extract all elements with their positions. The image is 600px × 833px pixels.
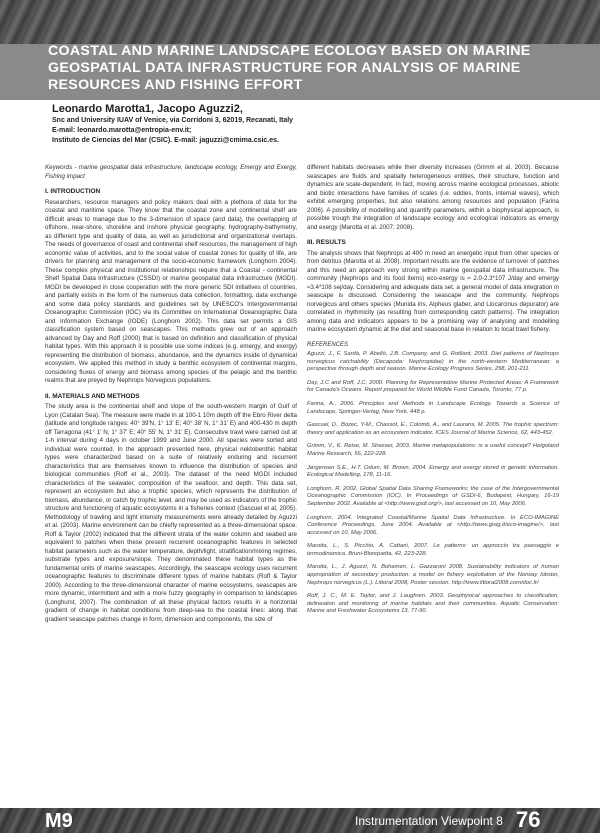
introduction-paragraph: Researchers, resource managers and policy makers deal with a plethora of data for the coastal and maritime space. They know that the coastal zone and continental shelf are difficult areas to manage due to the 3-dimension of space (and data), the overlapping of offshore, near-shore, shoreline and inshore physical geography, hydrography-bathymetry, as different type and quality of data, as well as jurisdictional and organizational overlaps. The needs of governance of coast and continental shelf resources, the management of high economic value of activities, and to the social value of coastal zones for quality of life, are drivers for planning and management of the socio-economic framework (Longhorn 2004). These complex physical and institutional relationships require that a Coastal - continental Shelf Spatial Data Infrastructure (CSSDI) or marine geospatial data infrastructure (MGDI). MGDI be developed in close cooperation with the more generic SDI initiatives of countries, and partially exists in the form of the numerous data collection, formatting, data exchange and some data policy standards and guidelines set by UNESCO's Intergovernmental Oceanographic Commission (IOC) via its Committee on International Oceanographic Data and Information Exchange (IODE) (Longhorn 2002). This data set permits a GIS classification system based on seascapes. This methods grew out of an approach advanced by Day and Roff (2000) that is based on definition and classification of physical habitat types. With this approach it is possible use some indices (e.g. emergy, and exergy) representing the distribution of biomass, abundance, and the dynamics inside of dynamical ecosystem. We applied this method in study a benthic ecosystem of continental margins, considering fluxes of energy and biomass among species of the pelagic and the benthic realms that are preyed by Nephrops Norvegicus populations. (45, 198, 297, 384)
page-number: 76 (516, 807, 541, 832)
affiliation-1: Snc and University IUAV of Venice, via Corridoni 3, 62019, Recanati, Italy (52, 117, 294, 124)
header-banner (0, 0, 600, 44)
reference-item: Jørgensen S.E., H.T. Odum, M. Brown, 2004. Emergy and exergy stored in genetic information. Ecological Modelling, 178, 11-16. (307, 464, 559, 479)
reference-item: Marotta, L., J. Aguzzi, N. Bohamen, L. Gazzaroni 2008. Sustainability indicators of human appropriation of secondary production: a model on fishery exploitation of the Norway lobster, Nephrops norvegicus (L.). Littoral 2008, Poster session. http://www.littoral2008.com/doc.fr/ (307, 564, 559, 586)
author-block (52, 103, 552, 146)
methods-continued-paragraph: different habitats decreases while their diversity increases (Grimm et al. 2003). Because seascapes are fluids and spatially heterogeneous entities, their structure, function and dynamics are scale-dependent. In fact, moving across marine ecological processes, abiotic and biotic interactions have families of scales (i.e. eddies, fronts, internal waves), which exhibit emerging properties, but also relations among resources and population (Farina 2006). A possibility of modelling and quantify parameters, within a biophysical approach, is possible trough the integration of landscape ecology and ecological indicators as emergy and exergy (Marotta et al. 2007; 2008). (307, 164, 559, 231)
reference-item: Longhorn, R. 2002. Global Spatial Data Sharing Frameworks: the case of the Intergovernmental Oceanographic Commission (IOC). In Proceedings of GSDI-6, Budapest, Hungary, 16-19 September 2002. Available at <http://www.gsdi.org/>, last accessed on 10, May 2006. (307, 485, 559, 507)
reference-item: Gascuel, D., Bozec, Y-M., Chassot, E., Colomb, A., and Laurans, M. 2005. The trophic spectrum: theory and application as an ecosystem indicator. ICES Journal of Marine Science, 62, 443-452. (307, 422, 559, 436)
results-paragraph: The analysis shows that Nephrops at 400 m need an energetic input from other species or from detritus (Marotta et al. 2008). Important results are the evidence of turnover of patches and this need an approach very strong within marine geospatial data infrastructure. The community (Nephrops and its food items) eco-exergy is ≈ 2.0-2.3*107 J/day and emergy ≈3.4*108 sej/day. Considering and adequate data set, a general model of data integration in seascape is discussed. Considering the seascape and the community, Nephrops norvegicus and others species (Munida iris, Alpheus glaber, and Liocarcinus depurator) are correlated in rhythmicity (as resulting from corresponding catch patterns). The integration among data and indicators appears to be a promising way of analysing and modelling marine ecosystem dynamic at the diel and seasonal base in relation to local trawl fishery. (307, 249, 559, 333)
article-title: COASTAL AND MARINE LANDSCAPE ECOLOGY BASED ON MARINE GEOSPATIAL DATA INFRASTRUCTURE FOR ANALYSIS OF MARINE RESOURCES AND FISHING EFFORT (48, 43, 531, 93)
section-heading-methods: II. MATERIALS AND METHODS (45, 392, 140, 400)
article-code: M9 (45, 810, 73, 832)
email-1: E-mail: leonardo.marotta@entropia-env.it; (52, 127, 192, 134)
reference-item: Longhorn, 2004. Integrated Coastal/Marine Spatial Data Infrastructure. In ECO-IMAGINE Conference Proceedings, June 2004. Available at <http://www.gisig.it/eco-imagine/>, last accessed on 10, May 2006. (307, 514, 559, 536)
reference-item: Roff, J. C., M. E. Taylor, and J. Laughren. 2003. Geophysical approaches to classification, delineation and monitoring of marine habitats and their communities. Aquatic Conservation: Marine and Freshwater Ecosystems 13, 77-90. (307, 593, 559, 615)
section-heading-results: III. RESULTS (307, 239, 346, 246)
reference-item: Aguzzi, J., F. Sardà, P. Abelló, J.B. Company, and G. Rotllant, 2003. Diel patterns of Nephrops norvegicus catchability (Decapoda: Nephropidae) in the north-western Mediterranean: a perspective through depth and season. Marine Ecology Progress Series, 258, 201-211. (307, 351, 559, 373)
left-column (45, 164, 297, 630)
reference-item: Day, J.C and Roff, J.C. 2000. Planning for Representative Marine Protected Areas: A Framework for Canada's Oceans. Report prepared for World Wildlife Fund Canada, Toronto, 77 p. (307, 379, 559, 394)
references-heading: REFERENCES (307, 341, 349, 348)
footer-bar (0, 808, 600, 833)
publication-name: Instrumentation Viewpoint 8 (355, 814, 503, 828)
reference-item: Grimm, V., K. Reise, M. Strasser, 2003. Marine metapopulations: is a useful concept? Helgoland Marine Research, 56, 222-228. (307, 443, 559, 457)
reference-item: Marotta, L., S. Picchio, A. Cattani, 2007. Le patterns: un approccio tra paesaggio e termodinamica. Bruni-Blonquetta, 42, 223-228. (307, 543, 559, 557)
keywords: Keywords - marine geospatial data infrastructure, landscape ecology, Emergy and Exergy, Fishing impact (45, 164, 297, 180)
reference-item: Farina, A., 2006. Principles and Methods in Landscape Ecology. Towards a Science of Landscape, Springer-Verlag, New York, 448 p. (307, 400, 559, 415)
methods-paragraph: The study area is the continental shelf and slope of the south-western margin of Gulf of Lyon (Catalan Sea). The measure were made in at 100-1 10m depth off the Ebro River delta (latitude and longitude ranges: 40° 39'N, 1° 13' E; 40° 38' N, 1° 31' E) and 400-430 m depth off Tarragona (41° 1' N, 1° 37' E; 40° 55' N, 1° 31' E). Consecutive trawl were carried out at 1-h interval during 4 days in october 1999 and June 2000. All species were sorted and individual were counted. In the approach presented here, physical nektobenthic habitat types were characterized based on a suite of relatively enduring and recurrent characteristics that are themselves known to influence the distribution of species and biological communities (Roff et al., 2003). The dataset of the need MGDI included characteristics of the seawater, composition of the seafloor, and depth. This data set, represent an ecosystem but also a trophic species, which represents the distribution of biomass, abundance, or catch by trophic level, and may be used as indicators of the trophic structure and functioning of aquatic ecosystems in a fisheries context (Gascuel et al, 2005). Methodology of trawling and light intensity measurements were already detailed by Aguzzi et al. (2003). Marine environment can be chiefly represented as a three-dimensional space. Roff & Taylor (2002) indicated that the different strata of the water column and seabed are equivalent to patches when these present recurrent oceanographic features in selected habitat parameters such as the water temperature, depth/light, stratification/mixing regimes, substrate types and exposure/slope. They denominated these habitat types as the fundamental units of marine seascapes. Accordingly, the seascape ecology uses recurrent oceanographic features to discriminate different types of marine habitats (Roff & Taylor 2000). According to the three-dimensional character of marine ecosystems, seascapes are more dynamic, intermittent and with a more fuzzy geography in comparison to landscapes (Longhurst, 2007). The combination of all these physical factors results in a horizontal gradient of change in habitat conditions from deep-sea to the coastal lines: along that gradient seascape patches change in form, dimension and components, the size of (45, 403, 297, 623)
affiliation-2: Instituto de Ciencias del Mar (CSIC). E-mail: jaguzzi@cmima.csic.es. (52, 137, 279, 144)
author-names: Leonardo Marotta1, Jacopo Aguzzi2, (52, 103, 243, 115)
right-column (307, 164, 559, 622)
section-heading-introduction: I. INTRODUCTION (45, 188, 101, 195)
